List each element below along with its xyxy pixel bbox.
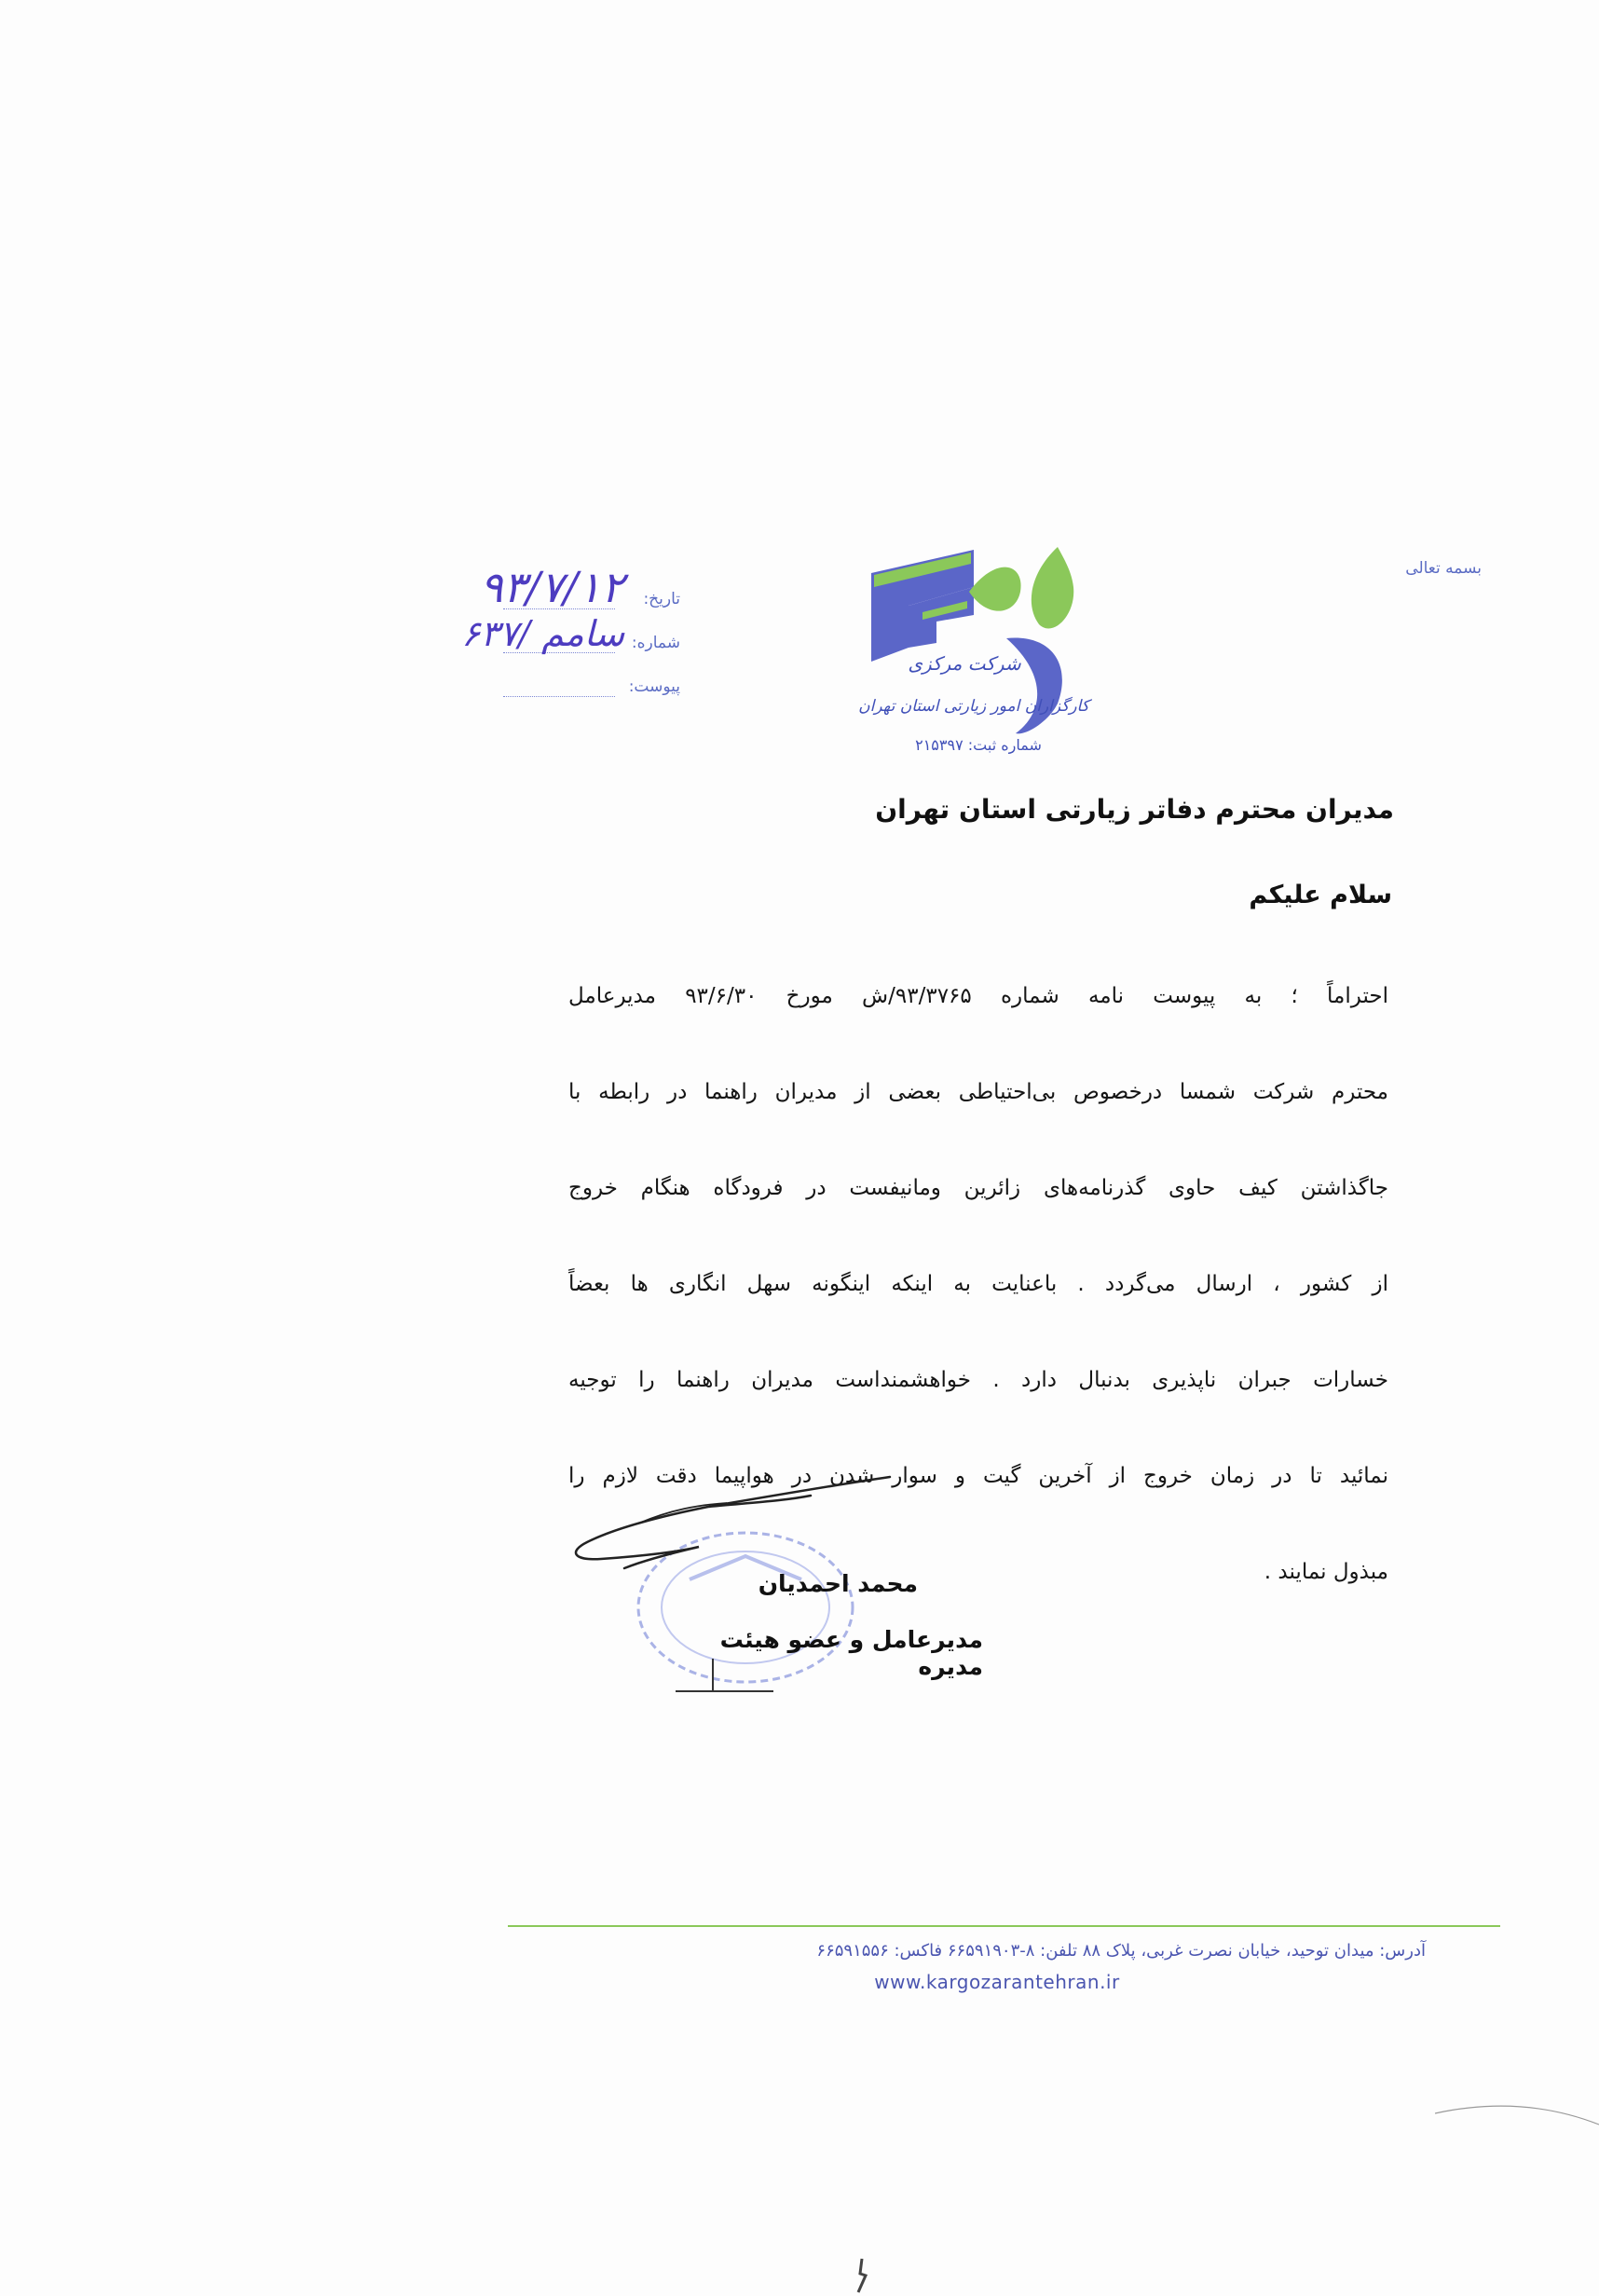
- body-line: نمائید تا در زمان خروج از آخرین گیت و سوار شدن در هواپیما دقت لازم را: [568, 1464, 1388, 1488]
- date-label: تاریخ:: [643, 590, 680, 608]
- attachment-row: [503, 677, 680, 705]
- scan-artifact-mark-icon: [843, 2255, 881, 2296]
- attachment-dotted-line: [503, 696, 615, 697]
- footer-website: www.kargozarantehran.ir: [874, 1971, 1120, 1993]
- body-line: احتراماً ؛ به پیوست نامه شماره ۹۳/۳۷۶۵/ش مورخ ۹۳/۶/۳۰ مدیرعامل: [568, 984, 1388, 1008]
- logo-text-company: شرکت مرکزی: [908, 652, 1021, 675]
- number-value-handwritten: ۶۳۷/ سامم: [461, 613, 625, 654]
- body-line: خسارات جبران ناپذیری بدنبال دارد . خواهشمنداست مدیران راهنما را توجیه: [568, 1368, 1388, 1392]
- recipient-heading: مدیران محترم دفاتر زیارتی استان تهران: [875, 794, 1394, 825]
- logo-registration-number: شماره ثبت: ۲۱۵۳۹۷: [915, 736, 1042, 754]
- date-value-handwritten: ۹۳/۷/۱۲: [480, 562, 624, 612]
- attachment-label: پیوست:: [628, 677, 680, 696]
- number-label: شماره:: [631, 634, 680, 652]
- company-logo-icon: [857, 536, 1100, 759]
- signatory-name: محمد احمدیان: [758, 1570, 918, 1597]
- body-line: مبذول نمایند .: [1264, 1560, 1388, 1584]
- scan-artifact-curve-icon: [1435, 2097, 1599, 2152]
- body-line: محترم شرکت شمسا درخصوص بی‌احتیاطی بعضی از مدیران راهنما در رابطه با: [568, 1080, 1388, 1104]
- body-line: جاگذاشتن کیف حاوی گذرنامه‌های زائرین ومانیفست در فرودگاه هنگام خروج: [568, 1176, 1388, 1200]
- number-row: [461, 613, 680, 662]
- greeting: سلام علیکم: [1249, 881, 1392, 909]
- basmala: بسمه تعالی: [1405, 559, 1482, 578]
- body-line: از کشور ، ارسال می‌گردد . باعنایت به اینکه اینگونه سهل انگاری ها بعضاً: [568, 1272, 1388, 1296]
- footer-divider: [508, 1925, 1500, 1927]
- footer-address: آدرس: میدان توحید، خیابان نصرت غربی، پلاک ۸۸ تلفن: ۸-۶۶۵۹۱۹۰۳ فاکس: ۶۶۵۹۱۵۵۶: [816, 1941, 1426, 1961]
- logo-text-subtitle: کارگزاران امور زیارتی استان تهران: [858, 697, 1089, 716]
- signatory-title: مدیرعامل و عضو هیئت مدیره: [719, 1626, 983, 1680]
